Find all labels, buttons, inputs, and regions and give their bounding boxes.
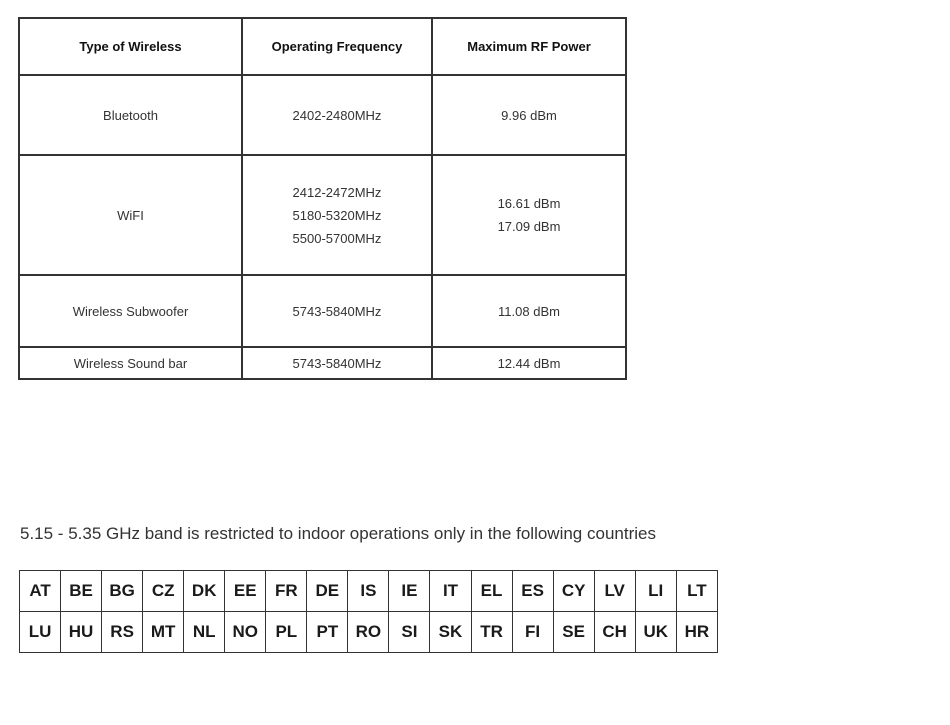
country-code-grid <box>19 570 718 653</box>
country-code-cell: IS <box>348 571 389 612</box>
country-code-cell: CZ <box>143 571 184 612</box>
country-code-cell: CH <box>594 612 635 653</box>
wireless-type-cell: Bluetooth <box>19 75 242 155</box>
country-code-cell: NL <box>184 612 225 653</box>
country-code-cell: SI <box>389 612 430 653</box>
power-value: 12.44 dBm <box>497 355 561 371</box>
country-code-cell: NO <box>225 612 266 653</box>
country-code-cell: LT <box>676 571 717 612</box>
country-code-cell: BG <box>102 571 143 612</box>
country-code-cell: SK <box>430 612 471 653</box>
country-code-cell: HR <box>676 612 717 653</box>
power-cell <box>432 347 626 379</box>
country-code-cell: LU <box>20 612 61 653</box>
country-code-cell: DK <box>184 571 225 612</box>
frequency-value: 2412-2472MHz <box>292 184 382 200</box>
frequency-cell <box>242 75 432 155</box>
wireless-type-cell: WiFI <box>19 155 242 275</box>
power-value: 11.08 dBm <box>498 303 560 319</box>
country-code-cell: LV <box>594 571 635 612</box>
country-code-cell: SE <box>553 612 594 653</box>
country-code-cell: PT <box>307 612 348 653</box>
wireless-type-cell: Wireless Subwoofer <box>19 275 242 347</box>
frequency-value: 5180-5320MHz <box>292 207 382 223</box>
table-row <box>19 155 626 275</box>
header-type-of-wireless: Type of Wireless <box>19 18 242 75</box>
country-code-cell: RS <box>102 612 143 653</box>
wireless-type-cell: Wireless Sound bar <box>19 347 242 379</box>
country-code-cell: LI <box>635 571 676 612</box>
power-value: 16.61 dBm <box>497 196 561 211</box>
power-cell <box>432 75 626 155</box>
country-code-cell: MT <box>143 612 184 653</box>
country-code-cell: PL <box>266 612 307 653</box>
rf-power-table <box>18 17 627 380</box>
header-maximum-rf-power: Maximum RF Power <box>432 18 626 75</box>
country-code-cell: TR <box>471 612 512 653</box>
frequency-value: 5743-5840MHz <box>292 303 382 319</box>
country-code-cell: HU <box>61 612 102 653</box>
country-code-cell: EE <box>225 571 266 612</box>
header-operating-frequency: Operating Frequency <box>242 18 432 75</box>
frequency-cell <box>242 275 432 347</box>
country-code-cell: ES <box>512 571 553 612</box>
country-code-cell: DE <box>307 571 348 612</box>
power-value: 9.96 dBm <box>501 107 557 123</box>
frequency-value: 2402-2480MHz <box>292 107 382 123</box>
country-code-cell: CY <box>553 571 594 612</box>
restriction-note: 5.15 - 5.35 GHz band is restricted to indoor operations only in the following countries <box>20 524 656 543</box>
frequency-cell <box>242 155 432 275</box>
country-code-cell: IE <box>389 571 430 612</box>
country-code-cell: RO <box>348 612 389 653</box>
country-code-cell: EL <box>471 571 512 612</box>
country-code-cell: IT <box>430 571 471 612</box>
frequency-value: 5743-5840MHz <box>292 355 382 371</box>
country-code-cell: FI <box>512 612 553 653</box>
country-code-cell: AT <box>20 571 61 612</box>
power-value: 17.09 dBm <box>497 219 561 234</box>
table-row <box>19 75 626 155</box>
country-code-cell: BE <box>61 571 102 612</box>
country-code-cell: FR <box>266 571 307 612</box>
frequency-value: 5500-5700MHz <box>292 230 382 246</box>
frequency-cell <box>242 347 432 379</box>
power-cell <box>432 155 626 275</box>
country-code-cell: UK <box>635 612 676 653</box>
country-row <box>20 571 718 612</box>
power-cell <box>432 275 626 347</box>
table-row <box>19 275 626 347</box>
table-row <box>19 347 626 379</box>
rf-table-header-row <box>19 18 626 75</box>
country-row <box>20 612 718 653</box>
